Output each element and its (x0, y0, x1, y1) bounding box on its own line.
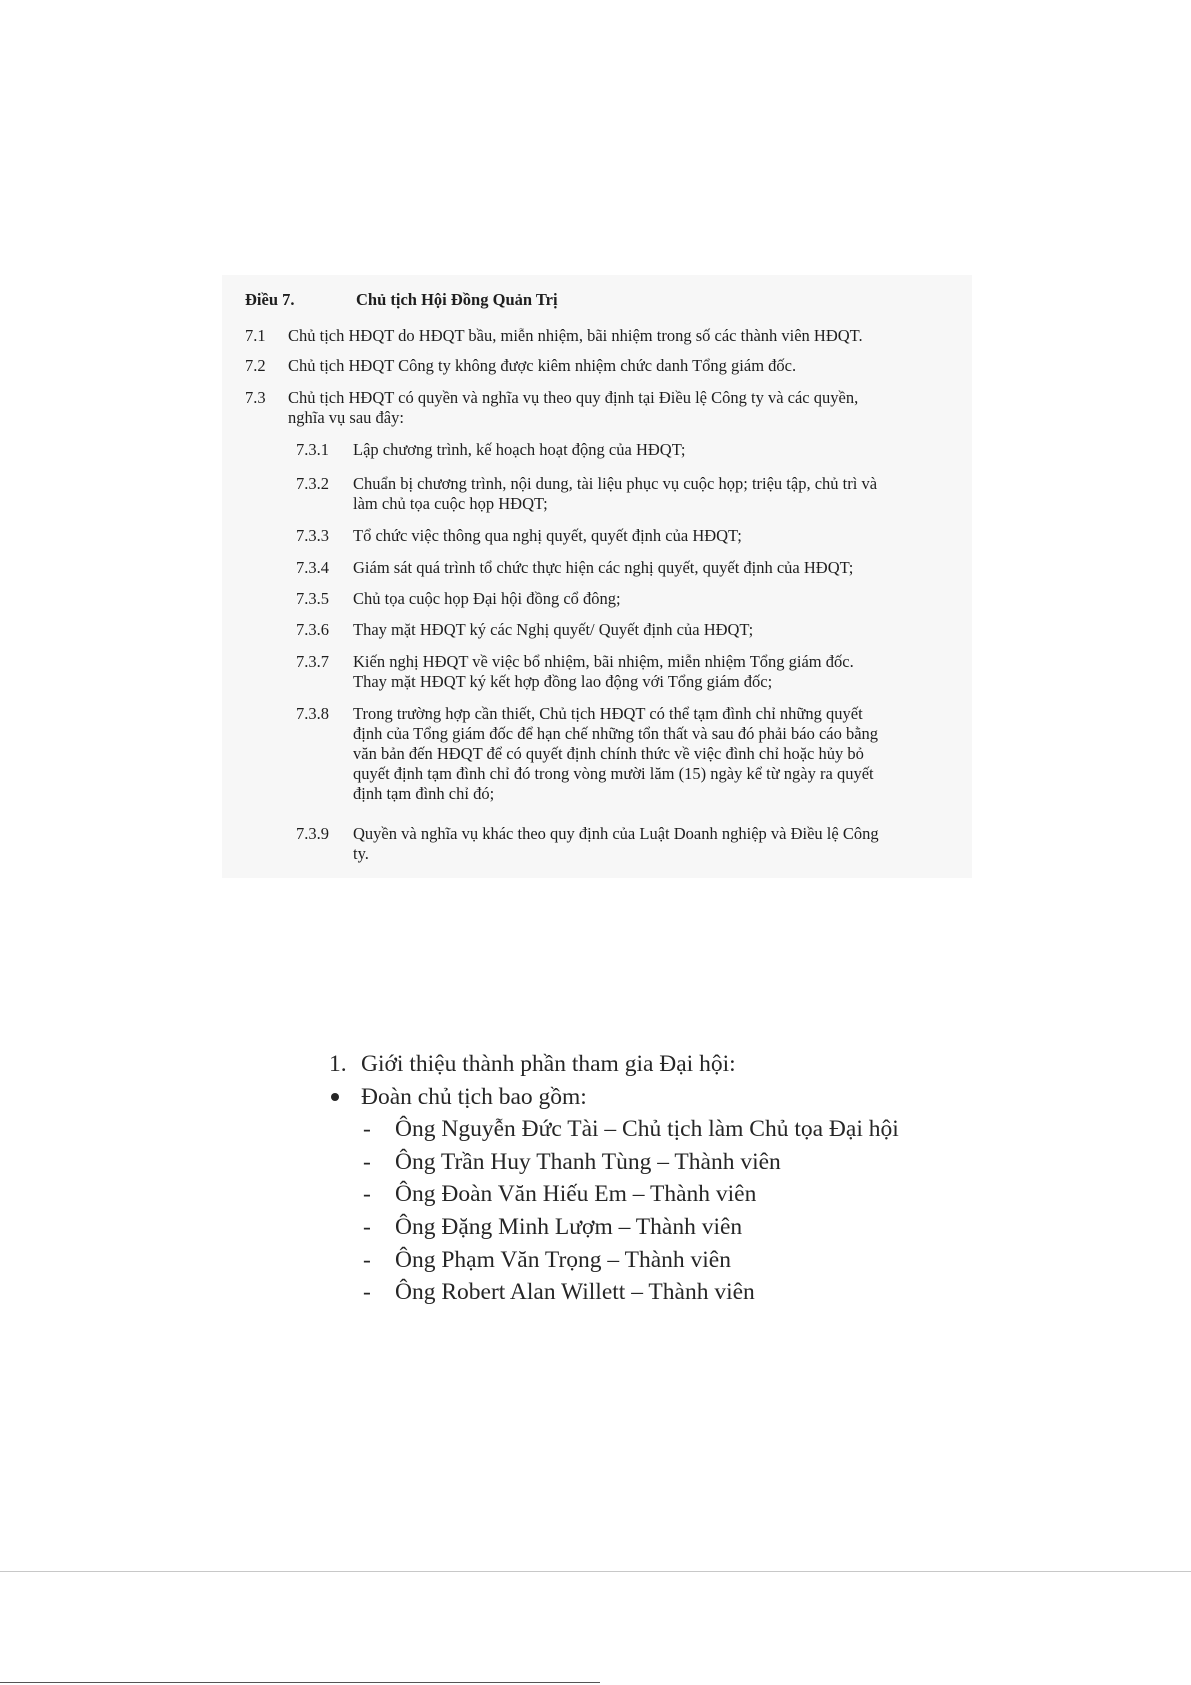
clause-text: nghĩa vụ sau đây: (288, 408, 404, 427)
subclause-text: Lập chương trình, kế hoạch hoạt động của HĐQT; (353, 440, 686, 459)
member-item: Ông Nguyễn Đức Tài – Chủ tịch làm Chủ tọa Đại hội (395, 1116, 899, 1142)
subclause-text: định tạm đình chỉ đó; (353, 784, 495, 803)
section-number: 1. (329, 1051, 347, 1077)
subclause-text: Giám sát quá trình tổ chức thực hiện các nghị quyết, quyết định của HĐQT; (353, 558, 854, 577)
dash-marker: - (363, 1279, 371, 1305)
subclause-number: 7.3.6 (296, 620, 329, 639)
member-item: Ông Đặng Minh Lượm – Thành viên (395, 1214, 743, 1240)
clause-text: Chủ tịch HĐQT có quyền và nghĩa vụ theo quy định tại Điều lệ Công ty và các quyền, (288, 388, 859, 407)
clause-number: 7.2 (245, 356, 266, 375)
clause-text: Chủ tịch HĐQT do HĐQT bầu, miễn nhiệm, bãi nhiệm trong số các thành viên HĐQT. (288, 326, 863, 345)
dash-marker: - (363, 1214, 371, 1240)
subclause-text: Thay mặt HĐQT ký các Nghị quyết/ Quyết định của HĐQT; (353, 620, 754, 639)
subclause-number: 7.3.1 (296, 440, 329, 459)
page-divider (0, 1571, 1191, 1572)
bullet-text: Đoàn chủ tịch bao gồm: (361, 1084, 587, 1110)
subclause-text: Chuẩn bị chương trình, nội dung, tài liệu phục vụ cuộc họp; triệu tập, chủ trì và (353, 474, 878, 493)
member-item: Ông Đoàn Văn Hiếu Em – Thành viên (395, 1181, 757, 1207)
clause-text: Chủ tịch HĐQT Công ty không được kiêm nhiệm chức danh Tổng giám đốc. (288, 356, 797, 375)
subclause-text: Thay mặt HĐQT ký kết hợp đồng lao động với Tổng giám đốc; (353, 672, 773, 691)
footnote-rule (0, 1682, 600, 1683)
member-item: Ông Trần Huy Thanh Tùng – Thành viên (395, 1149, 781, 1175)
dash-marker: - (363, 1247, 371, 1273)
subclause-number: 7.3.8 (296, 704, 329, 723)
article-number: Điều 7. (245, 290, 295, 309)
dash-marker: - (363, 1149, 371, 1175)
member-item: Ông Robert Alan Willett – Thành viên (395, 1279, 755, 1305)
subclause-text: Kiến nghị HĐQT về việc bổ nhiệm, bãi nhiệm, miễn nhiệm Tổng giám đốc. (353, 652, 854, 671)
subclause-text: quyết định tạm đình chỉ đó trong vòng mười lăm (15) ngày kể từ ngày ra quyết (353, 764, 874, 783)
subclause-text: văn bản đến HĐQT để có quyết định chính thức về việc đình chỉ hoặc hủy bỏ (353, 744, 864, 763)
subclause-text: Tổ chức việc thông qua nghị quyết, quyết định của HĐQT; (353, 526, 742, 545)
subclause-number: 7.3.7 (296, 652, 329, 671)
subclause-number: 7.3.3 (296, 526, 329, 545)
subclause-number: 7.3.9 (296, 824, 329, 843)
dash-marker: - (363, 1116, 371, 1142)
subclause-text: định của Tổng giám đốc để hạn chế những tổn thất và sau đó phải báo cáo bằng (353, 724, 879, 743)
subclause-text: ty. (353, 844, 369, 863)
subclause-text: làm chủ tọa cuộc họp HĐQT; (353, 494, 548, 513)
subclause-number: 7.3.4 (296, 558, 329, 577)
clause-number: 7.1 (245, 326, 266, 345)
dash-marker: - (363, 1181, 371, 1207)
bullet-icon (331, 1093, 339, 1101)
subclause-text: Quyền và nghĩa vụ khác theo quy định của Luật Doanh nghiệp và Điều lệ Công (353, 824, 879, 843)
article-title: Chủ tịch Hội Đồng Quản Trị (356, 290, 558, 309)
subclause-number: 7.3.2 (296, 474, 329, 493)
subclause-text: Trong trường hợp cần thiết, Chủ tịch HĐQT có thể tạm đình chỉ những quyết (353, 704, 863, 723)
subclause-number: 7.3.5 (296, 589, 329, 608)
clause-number: 7.3 (245, 388, 266, 407)
subclause-text: Chủ tọa cuộc họp Đại hội đồng cổ đông; (353, 589, 621, 608)
section-heading: Giới thiệu thành phần tham gia Đại hội: (361, 1051, 736, 1077)
member-item: Ông Phạm Văn Trọng – Thành viên (395, 1247, 731, 1273)
